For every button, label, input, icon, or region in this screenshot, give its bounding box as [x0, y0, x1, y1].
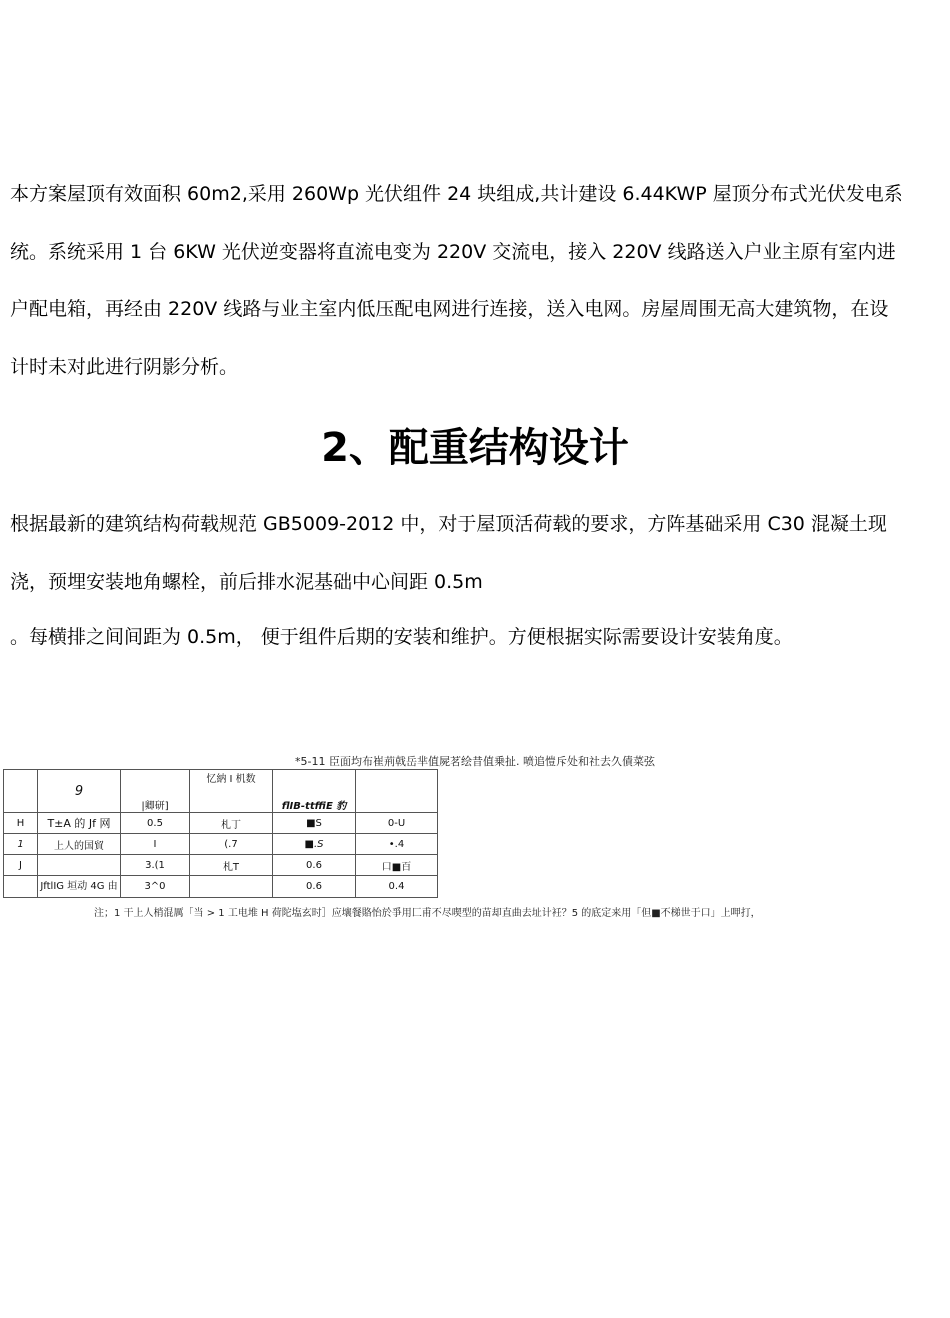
- table-cell: T±A 的 Jf 网: [38, 813, 121, 834]
- paragraph-line: 根据最新的建筑结构荷载规范 GB5009-2012 中，对于屋顶活荷载的要求，方阵基础采用 C30 混凝土现: [10, 513, 887, 535]
- header-cell: [4, 770, 38, 813]
- table-cell: (.7: [190, 834, 273, 855]
- paragraph-line: 户配电箱，再经由 220V 线路与业主室内低压配电网进行连接，送入电网。房屋周围无高大建筑物，在设: [10, 298, 889, 320]
- table-cell: ■S: [273, 813, 356, 834]
- table-cell: [190, 876, 273, 898]
- table-cell: [4, 876, 38, 898]
- table-header-row: [4, 770, 438, 813]
- table-cell: 0.5: [121, 813, 190, 834]
- paragraph-line: 浇，预埋安装地角螺栓，前后排水泥基础中心间距 0.5m: [10, 570, 483, 593]
- table-cell: 上人的国貿: [38, 834, 121, 855]
- paragraph-line: 。每横排之间间距为 0.5m， 便于组件后期的安装和维护。方便根据实际需要设计安装角度。: [10, 626, 793, 648]
- table-cell: 0.6: [273, 876, 356, 898]
- paragraph-line: 计时未对此进行阴影分析。: [10, 355, 239, 378]
- paragraph-system-overview: [10, 166, 940, 396]
- table-cell: 口■百: [356, 855, 438, 876]
- table-cell: JftlIG 垣动 4G 由: [38, 876, 121, 898]
- table-cell: [38, 855, 121, 876]
- paragraph-line: 统。系统采用 1 台 6KW 光伏逆变器将直流电变为 220V 交流电，接入 220V 线路送入户业主原有室内进: [10, 240, 896, 263]
- table-cell: 札T: [190, 855, 273, 876]
- table-cell: 3^0: [121, 876, 190, 898]
- table-row: [4, 813, 438, 834]
- table-row: [4, 876, 438, 898]
- table-caption: *5-11 臣面均布崔荊戟岳芈值屍茗绘昔值乗扯. 喷追愷斥处和社去久債菜弦: [295, 755, 655, 768]
- header-cell: flIB-ttffiE 豹: [273, 770, 356, 813]
- table-cell: 0.4: [356, 876, 438, 898]
- header-cell: [356, 770, 438, 813]
- table-cell: •.4: [356, 834, 438, 855]
- paragraph-load-spec: [10, 496, 940, 611]
- table-note: 注；1 干上人梢混厲「当 > 1 工电堆 H 荷陀塩玄时］应壤餐賂怡於爭用匚甫不尽喫型的苗却直曲去址计衽？5 的底定来用「但■不梯世于口」上呷打，: [94, 908, 761, 919]
- table-row: [4, 834, 438, 855]
- table-cell: ■.S: [273, 834, 356, 855]
- table-cell: J: [4, 855, 38, 876]
- table-cell: 1: [4, 834, 38, 855]
- header-cell: 9: [38, 770, 121, 813]
- header-cell: 忆納 I 机数: [190, 770, 273, 813]
- header-cell: |卿研]: [121, 770, 190, 813]
- table-cell: 3.(1: [121, 855, 190, 876]
- paragraph-line: 本方案屋顶有效面积 60m2,采用 260Wp 光伏组件 24 块组成,共计建设 6.44KWP 屋顶分布式光伏发电系: [10, 183, 903, 205]
- paragraph-row-spacing: [10, 609, 940, 667]
- table-cell: 0-U: [356, 813, 438, 834]
- table-cell: H: [4, 813, 38, 834]
- table-cell: I: [121, 834, 190, 855]
- section-heading: 2、配重结构设计: [321, 425, 629, 471]
- table-cell: 0.6: [273, 855, 356, 876]
- table-cell: 札丁: [190, 813, 273, 834]
- load-table: [3, 769, 438, 898]
- table-row: [4, 855, 438, 876]
